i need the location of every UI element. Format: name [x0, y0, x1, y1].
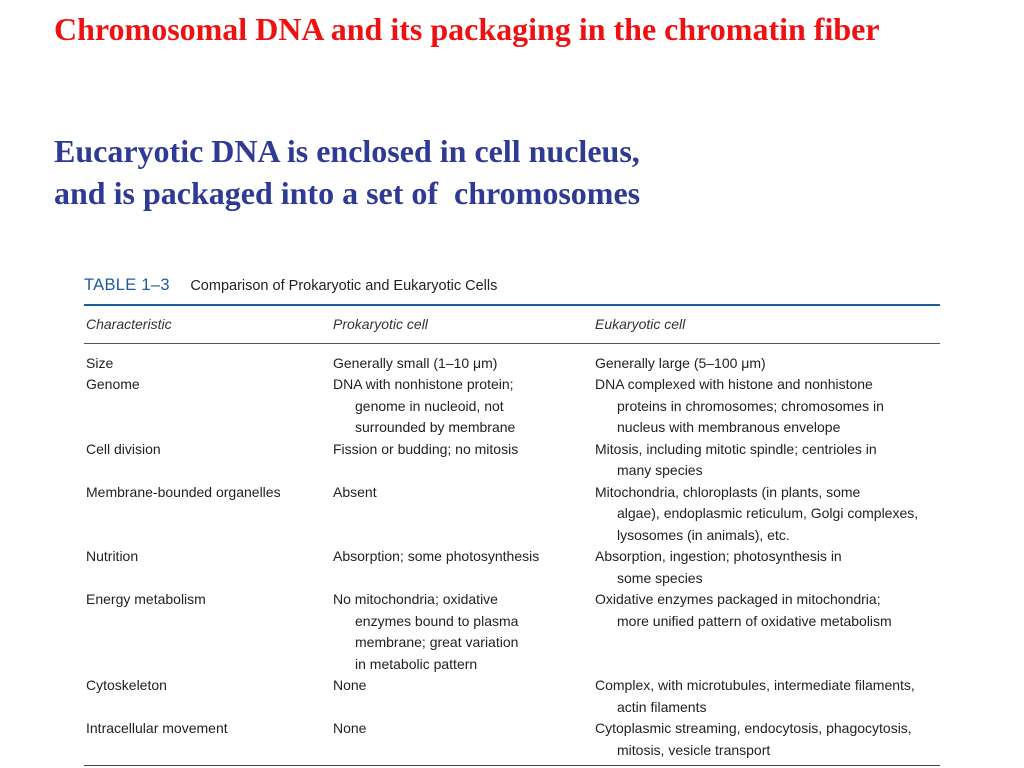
table-header-row: [84, 306, 940, 343]
table-body: [84, 344, 940, 766]
cell-line: Generally large (5–100 μm): [595, 354, 766, 371]
cell-eukaryotic: [595, 675, 940, 718]
cell-eukaryotic: [595, 589, 940, 675]
cell-characteristic: [84, 546, 333, 589]
cell-line: Cytoskeleton: [86, 677, 167, 693]
cell-characteristic: [84, 374, 333, 439]
cell-line: enzymes bound to plasma: [355, 612, 519, 629]
cell-line: mitosis, vesicle transport: [617, 741, 771, 758]
cell-line: Fission or budding; no mitosis: [333, 440, 519, 457]
cell-line: Generally small (1–10 μm): [333, 354, 498, 371]
table-row: [84, 353, 940, 375]
cell-characteristic: [84, 439, 333, 482]
subtitle-line: Eucaryotic DNA is enclosed in cell nucleus,: [54, 133, 640, 169]
cell-line: membrane; great variation: [355, 634, 519, 650]
cell-eukaryotic: [595, 374, 940, 439]
cell-prokaryotic: [333, 675, 595, 718]
cell-characteristic: [84, 675, 333, 718]
cell-prokaryotic: [333, 718, 595, 761]
table-bottom-rule: [84, 765, 940, 766]
table-row: [84, 482, 940, 547]
cell-prokaryotic: [333, 439, 595, 482]
cell-line: Membrane-bounded organelles: [86, 483, 281, 500]
cell-prokaryotic: [333, 353, 595, 375]
cell-line: lysosomes (in animals), etc.: [617, 526, 790, 543]
cell-line: Genome: [86, 376, 140, 392]
cell-characteristic: [84, 718, 333, 761]
cell-line: Mitochondria, chloroplasts (in plants, some: [595, 483, 861, 500]
header-eukaryotic: Eukaryotic cell: [595, 316, 686, 332]
cell-line: Absorption; some photosynthesis: [333, 548, 540, 564]
cell-eukaryotic: [595, 482, 940, 547]
cell-line: surrounded by membrane: [355, 419, 516, 435]
cell-line: Complex, with microtubules, intermediate filaments,: [595, 677, 915, 693]
cell-line: algae), endoplasmic reticulum, Golgi complexes,: [617, 505, 919, 521]
cell-characteristic: [84, 353, 333, 375]
cell-line: No mitochondria; oxidative: [333, 591, 498, 607]
cell-line: nucleus with membranous envelope: [617, 419, 841, 435]
cell-line: Nutrition: [86, 548, 139, 564]
cell-line: many species: [617, 462, 703, 478]
cell-line: Intracellular movement: [86, 720, 228, 736]
cell-line: DNA complexed with histone and nonhistone: [595, 376, 873, 392]
header-characteristic: Characteristic: [86, 316, 172, 332]
slide-subtitle: [54, 130, 954, 214]
table-row: [84, 718, 940, 761]
cell-eukaryotic: [595, 546, 940, 589]
table-row: [84, 439, 940, 482]
cell-characteristic: [84, 589, 333, 675]
table-caption: [84, 270, 940, 300]
table-row: [84, 546, 940, 589]
cell-line: more unified pattern of oxidative metabolism: [617, 612, 892, 629]
cell-characteristic: [84, 482, 333, 547]
cell-line: Size: [86, 354, 114, 371]
table-number: TABLE 1–3: [84, 276, 170, 294]
cell-prokaryotic: [333, 589, 595, 675]
cell-line: proteins in chromosomes; chromosomes in: [617, 397, 884, 414]
cell-prokaryotic: [333, 546, 595, 589]
cell-line: None: [333, 677, 367, 693]
cell-line: Mitosis, including mitotic spindle; centrioles in: [595, 440, 877, 457]
cell-line: genome in nucleoid, not: [355, 397, 504, 414]
table-row: [84, 589, 940, 675]
cell-line: Energy metabolism: [86, 591, 206, 607]
cell-line: actin filaments: [617, 698, 707, 715]
cell-line: Cytoplasmic streaming, endocytosis, phagocytosis,: [595, 720, 912, 736]
cell-line: in metabolic pattern: [355, 655, 478, 672]
cell-line: Cell division: [86, 440, 161, 457]
cell-line: Absorption, ingestion; photosynthesis in: [595, 548, 842, 564]
cell-prokaryotic: [333, 374, 595, 439]
slide-title: Chromosomal DNA and its packaging in the chromatin fiber: [54, 11, 880, 47]
cell-line: some species: [617, 569, 703, 586]
cell-line: Absent: [333, 483, 377, 500]
cell-eukaryotic: [595, 439, 940, 482]
table-caption-title: Comparison of Prokaryotic and Eukaryotic Cells: [190, 278, 498, 294]
cell-prokaryotic: [333, 482, 595, 547]
comparison-table-figure: [84, 270, 940, 766]
cell-eukaryotic: [595, 718, 940, 761]
table-row: [84, 374, 940, 439]
cell-line: None: [333, 720, 367, 736]
cell-line: Oxidative enzymes packaged in mitochondria;: [595, 591, 881, 607]
cell-eukaryotic: [595, 353, 940, 375]
cell-line: DNA with nonhistone protein;: [333, 376, 514, 392]
subtitle-line: and is packaged into a set of chromosomes: [54, 175, 641, 211]
table-row: [84, 675, 940, 718]
header-prokaryotic: Prokaryotic cell: [333, 316, 428, 332]
